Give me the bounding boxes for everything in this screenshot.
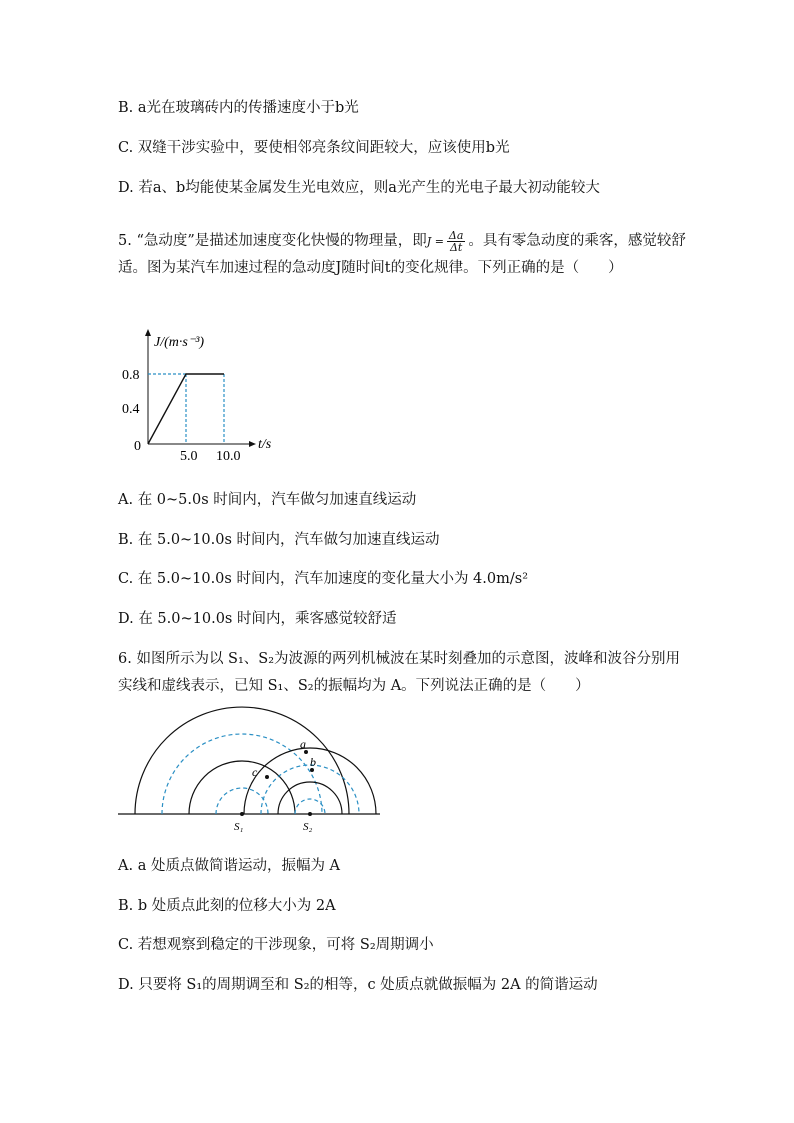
x-tick-label-10: 10.0 xyxy=(216,449,241,464)
jt-chart xyxy=(122,326,288,466)
q6-option-b: B. b 处质点此刻的位移大小为 2A xyxy=(118,898,336,914)
q5-stem-part1: 5. “急动度”是描述加速度变化快慢的物理量，即 xyxy=(118,233,427,249)
label-c: c xyxy=(252,765,258,779)
q5-option-d: D. 在 5.0~10.0s 时间内，乘客感觉较舒适 xyxy=(118,611,397,627)
q4-option-c: C. 双缝干涉实验中，要使相邻亮条纹间距较大，应该使用b光 xyxy=(118,140,510,156)
q5-stem-part2: 。具有零急动度的乘客，感觉较舒适。图为某汽车加速过程的急动度J随时间t的变化规律。下列正确的是（ ） xyxy=(118,233,686,276)
x-axis-arrow xyxy=(249,441,256,447)
s1-trough-outer xyxy=(162,734,322,814)
q5-formula-fraction xyxy=(447,230,466,253)
q6-option-d: D. 只要将 S₁的周期调至和 S₂的相等，c 处质点就做振幅为 2A 的简谐运动 xyxy=(118,977,598,993)
y-axis-arrow xyxy=(145,329,151,336)
s1-trough-inner xyxy=(216,788,268,814)
source-s2 xyxy=(308,812,312,816)
q4-option-b: B. a光在玻璃砖内的传播速度小于b光 xyxy=(118,100,359,116)
label-a: a xyxy=(300,737,306,751)
x-tick-label-5: 5.0 xyxy=(180,449,198,464)
q6-option-c: C. 若想观察到稳定的干涉现象，可将 S₂周期调小 xyxy=(118,937,434,953)
source-s1 xyxy=(240,812,244,816)
q5-option-c: C. 在 5.0~10.0s 时间内，汽车加速度的变化量大小为 4.0m/s² xyxy=(118,571,529,587)
q5-option-b: B. 在 5.0~10.0s 时间内，汽车做匀加速直线运动 xyxy=(118,532,440,548)
label-s2: S₂ xyxy=(303,821,313,833)
q6-stem: 6. 如图所示为以 S₁、S₂为波源的两列机械波在某时刻叠加的示意图，波峰和波谷分别用实线和虚线表示，已知 S₁、S₂的振幅均为 A。下列说法正确的是（ ） xyxy=(118,651,681,694)
q6-option-a: A. a 处质点做简谐运动，振幅为 A xyxy=(118,858,341,874)
q5-stem xyxy=(118,228,688,282)
q5-formula-num: Δa xyxy=(448,228,464,242)
label-s1: S₁ xyxy=(234,821,244,833)
q5-formula-lhs: J = xyxy=(426,235,444,248)
wave-interference-figure xyxy=(118,700,388,840)
point-c xyxy=(265,775,269,779)
origin-label: 0 xyxy=(134,439,141,454)
jt-marks xyxy=(148,374,224,444)
y-tick-label-0-8: 0.8 xyxy=(122,368,140,383)
q5-formula-den: Δt xyxy=(449,240,463,254)
q5-option-a: A. 在 0~5.0s 时间内，汽车做匀加速直线运动 xyxy=(118,492,417,508)
y-axis-label: J/(m·s⁻³) xyxy=(154,335,205,350)
y-tick-label-0-4: 0.4 xyxy=(122,402,140,417)
label-b: b xyxy=(310,755,316,769)
x-axis-label: t/s xyxy=(258,437,272,452)
q4-option-d: D. 若a、b均能使某金属发生光电效应，则a光产生的光电子最大初动能较大 xyxy=(118,180,600,196)
